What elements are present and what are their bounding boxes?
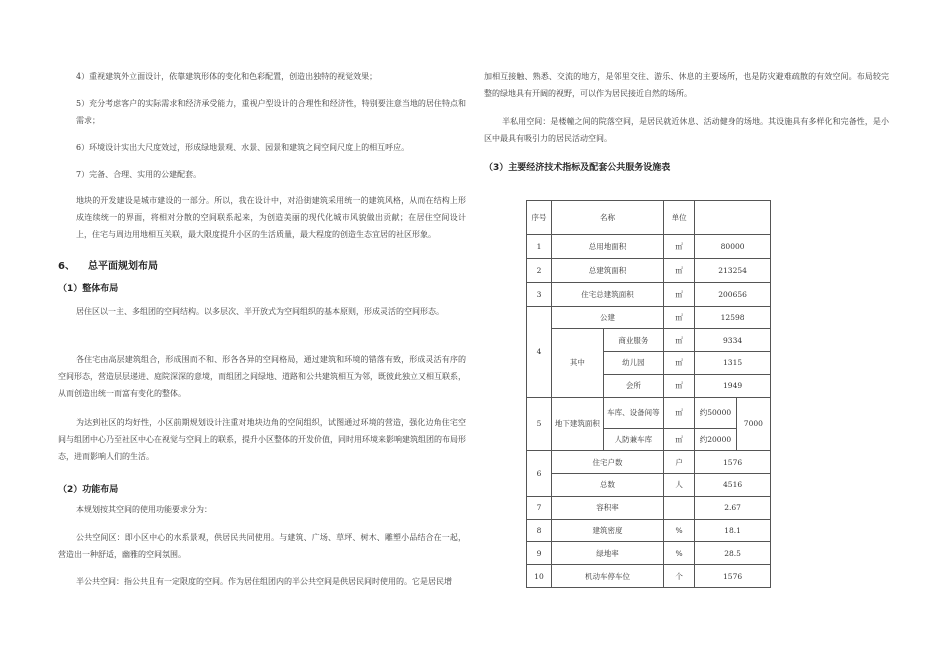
cell-no: 7 — [527, 496, 552, 519]
cell-unit: 人 — [664, 474, 695, 497]
cell-unit: % — [664, 542, 695, 565]
cell-value: 18.1 — [695, 519, 771, 542]
cell-name: 住宅户数 — [551, 451, 663, 474]
cell-unit — [664, 496, 695, 519]
table-row — [527, 258, 771, 282]
cell-name: 容积率 — [551, 496, 663, 519]
header-name: 名称 — [551, 201, 663, 235]
semi-private-paragraph: 半私用空间：是楼幢之间的院落空间，是居民就近休息、活动健身的场地。其设施具有多样化和完备性，是小区中最具有吸引力的居民活动空间。 — [484, 117, 889, 143]
overall-layout-p1: 居住区以一主、多组团的空间结构。以多层次、半开放式为空间组织的基本原则，形成灵活的空间形态。 — [76, 307, 444, 316]
cell-name: 住宅总建筑面积 — [551, 282, 663, 306]
cell-name: 会所 — [603, 374, 663, 397]
cell-no: 2 — [527, 258, 552, 282]
subheading-function-layout: （2）功能布局 — [58, 485, 119, 495]
intro-paragraph: 地块的开发建设是城市建设的一部分。所以，我在设计中，对沿街建筑采用统一的建筑风格，从而在结构上形成连续统一的界面，将相对分散的空间联系起来，为创造美丽的现代化城市风貌做出贡献；在居住空间设计上，住宅与周边用地相互关联，最大限度提升小区的生活质量，最大程度的创造生态宜居的社区形象。 — [76, 196, 466, 239]
cell-name: 总用地面积 — [551, 235, 663, 259]
table-row — [527, 565, 771, 588]
section-heading — [58, 257, 158, 272]
cell-no: 10 — [527, 565, 552, 588]
table-title: （3）主要经济技术指标及配套公共服务设施表 — [484, 163, 671, 173]
cell-value: 28.5 — [695, 542, 771, 565]
header-value — [695, 201, 771, 235]
cell-value: 约20000 — [695, 428, 737, 451]
cell-unit: 个 — [664, 565, 695, 588]
cell-no: 3 — [527, 282, 552, 306]
cell-value: 1949 — [695, 374, 771, 397]
cell-value: 约50000 — [695, 397, 737, 428]
cell-no: 1 — [527, 235, 552, 259]
cell-name: 人防兼车库 — [603, 428, 663, 451]
cell-unit: ㎡ — [664, 352, 695, 375]
cell-total: 7000 — [736, 397, 770, 451]
cell-unit: ㎡ — [664, 282, 695, 306]
function-layout-p2: 公共空间区：即小区中心的水系景观，供居民共同使用。与建筑、广场、草坪、树木、雕塑小品结合在一起，营造出一种舒适，幽雅的空间氛围。 — [58, 533, 466, 559]
table-header-row — [527, 201, 771, 235]
cell-name: 总建筑面积 — [551, 258, 663, 282]
cell-unit: ㎡ — [664, 428, 695, 451]
cell-group-label: 其中 — [551, 329, 603, 397]
cell-no: 5 — [527, 397, 552, 451]
cell-unit: 户 — [664, 451, 695, 474]
header-unit: 单位 — [664, 201, 695, 235]
cell-name: 建筑密度 — [551, 519, 663, 542]
cell-value: 200656 — [695, 282, 771, 306]
cell-value: 80000 — [695, 235, 771, 259]
table-row — [527, 474, 771, 497]
cell-value: 1576 — [695, 451, 771, 474]
table-row — [527, 306, 771, 329]
cell-name: 机动车停车位 — [551, 565, 663, 588]
item-5: 5）充分考虑客户的实际需求和经济承受能力，重视户型设计的合理性和经济性，特别要注意当地的居住特点和需求； — [76, 99, 466, 125]
header-no: 序号 — [527, 201, 552, 235]
cell-value: 12598 — [695, 306, 771, 329]
subheading-overall-layout: （1）整体布局 — [58, 284, 119, 294]
cell-unit: ㎡ — [664, 329, 695, 352]
section-number: 6、 — [58, 261, 75, 272]
table-row — [527, 282, 771, 306]
table-row — [527, 496, 771, 519]
cell-unit: ㎡ — [664, 374, 695, 397]
cell-unit: ㎡ — [664, 306, 695, 329]
cell-name: 总数 — [551, 474, 663, 497]
cell-no: 6 — [527, 451, 552, 497]
item-4: 4）重视建筑外立面设计，依靠建筑形体的变化和色彩配置，创造出独特的视觉效果； — [76, 72, 378, 81]
function-layout-p1: 本规划按其空间的使用功能要求分为： — [76, 505, 212, 514]
cell-unit: ㎡ — [664, 235, 695, 259]
cell-name: 绿地率 — [551, 542, 663, 565]
cell-value: 9334 — [695, 329, 771, 352]
cell-group-label: 地下建筑面积 — [551, 397, 603, 451]
table-row — [527, 397, 771, 428]
table-row — [527, 235, 771, 259]
cell-unit: % — [664, 519, 695, 542]
item-6: 6）环境设计实出大尺度效过，形成绿地景观、水景、园景和建筑之间空间尺度上的相互呼应。 — [76, 143, 410, 152]
cell-unit: ㎡ — [664, 397, 695, 428]
cell-value: 4516 — [695, 474, 771, 497]
table-row — [527, 542, 771, 565]
cell-value: 213254 — [695, 258, 771, 282]
continued-paragraph: 加相互接触、熟悉、交流的地方，是邻里交往、游乐、休息的主要场所，也是防灾避难疏散的有效空间。布局较完整的绿地具有开阔的视野，可以作为居民接近自然的场所。 — [484, 72, 889, 98]
cell-no: 8 — [527, 519, 552, 542]
cell-value: 2.67 — [695, 496, 771, 519]
cell-name: 幼儿园 — [603, 352, 663, 375]
cell-unit: ㎡ — [664, 258, 695, 282]
cell-no: 4 — [527, 306, 552, 397]
cell-name: 商业服务 — [603, 329, 663, 352]
cell-value: 1576 — [695, 565, 771, 588]
overall-layout-p2: 各住宅由高层建筑组合，形成围而不和、形各各异的空间格局，通过建筑和环境的错落有致，形成灵活有序的空间形态，营造层层递进、庭院深深的意境，而组团之间绿地、道路和公共建筑相互为邻，既彼此独立又相互联系，从而创造出统一而富有变化的整体。 — [58, 355, 466, 398]
cell-name: 公建 — [551, 306, 663, 329]
overall-layout-p3: 为达到社区的均好性，小区前期规划设计注重对地块边角的空间组织，试图通过环境的营造，强化边角住宅空间与组团中心乃至社区中心在视觉与空间上的联系，提升小区整体的开发价值，同时用环境来影响建筑组团的布局形态，进而影响人们的生活。 — [58, 418, 466, 461]
indicator-table — [526, 200, 771, 588]
table-row — [527, 519, 771, 542]
item-7: 7）完备、合理、实用的公建配套。 — [76, 170, 202, 179]
section-title: 总平面规划布局 — [88, 261, 158, 272]
function-layout-p3: 半公共空间：指公共且有一定限度的空间。作为居住组团内的半公共空间是供居民间时使用的。它是居民增 — [76, 577, 452, 586]
table-row — [527, 451, 771, 474]
table-row — [527, 329, 771, 352]
cell-no: 9 — [527, 542, 552, 565]
cell-value: 1315 — [695, 352, 771, 375]
cell-name: 车库、设备间等 — [603, 397, 663, 428]
